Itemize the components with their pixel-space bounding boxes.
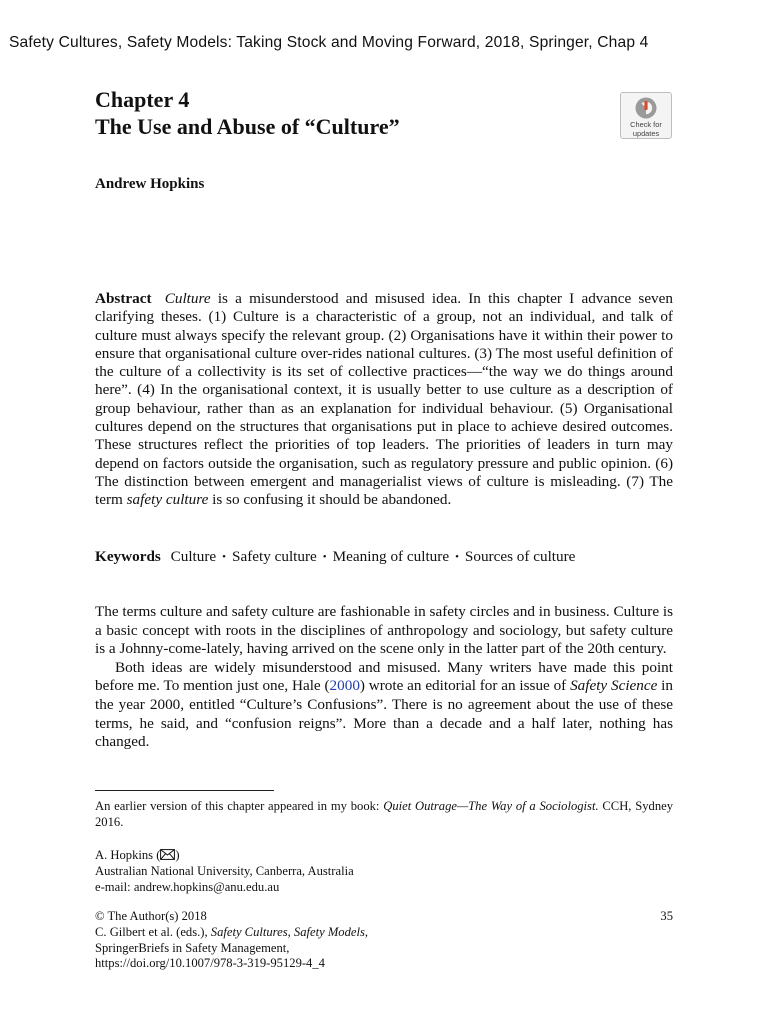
footnote-divider xyxy=(95,790,274,791)
affiliation-name-close: ) xyxy=(175,848,180,862)
mail-icon xyxy=(160,849,175,860)
footnote-book-title: Quiet Outrage—The Way of a Sociologist. xyxy=(383,799,599,813)
author-affiliation xyxy=(95,848,515,895)
footnote-text-2: CCH, Sydney 2016. xyxy=(95,799,673,829)
abstract-text-2: is so confusing it should be abandoned. xyxy=(208,491,452,509)
paragraph-2-text-1: Both ideas are widely misunderstood and misused. Many writers have made this point before me. To mention just one, Hale ( xyxy=(95,658,673,695)
doi-line: https://doi.org/10.1007/978-3-319-95129-4_4 xyxy=(95,956,325,971)
abstract-text-1: is a misunderstood and misused idea. In this chapter I advance seven clarifying theses. (1) Culture is a characteristic of a group, not an individual, and talk of culture must always specify the relevant group. (2) Organisations have it within their power to ensure that organisational culture over-rides national cultures. (3) The most useful definition of the culture of a collectivity is its set of collective practices—“the way we do things around here”. (4) In the organisational context, it is usually better to use culture as a description of group behaviour, rather than as an explanation for individual behaviour. (5) Organisational cultures depend on the structures that organisations put in place to achieve desired outcomes. These structures reflect the priorities of top leaders. The priorities of leaders in turn may depend on factors outside the organisation, such as regulatory pressure and public opinion. (6) The distinction between emergent and managerialist views of culture is misleading. (7) The term xyxy=(95,290,673,509)
abstract-lead-term: Culture xyxy=(164,290,211,307)
body-paragraph-1: The terms culture and safety culture are fashionable in safety circles and in business. Culture is a basic concept with roots in the disciplines of anthropology and sociology, but safety culture is a Johnny-come-lately, having arrived on the scene only in the latter part of the 20th century. xyxy=(95,603,673,658)
editors-line-end: , xyxy=(364,924,369,939)
keyword-item: Meaning of culture xyxy=(332,548,450,565)
chapter-title: The Use and Abuse of “Culture” xyxy=(95,114,400,139)
book-title: Safety Cultures, Safety Models xyxy=(210,924,365,939)
editors-text: C. Gilbert et al. (eds.), xyxy=(95,924,211,939)
paragraph-2-text-2: ) wrote an editorial for an issue of xyxy=(359,677,571,695)
keywords xyxy=(95,548,695,567)
copyright-line: © The Author(s) 2018 xyxy=(95,909,207,923)
keyword-item: Sources of culture xyxy=(464,548,576,565)
keyword-item: Culture xyxy=(170,548,217,565)
body-paragraph-2 xyxy=(95,659,673,752)
affiliation-name: A. Hopkins ( xyxy=(95,848,161,862)
publication-info xyxy=(95,909,515,972)
citation-link-hale-2000[interactable]: 2000 xyxy=(329,677,360,695)
keyword-item: Safety culture xyxy=(232,548,317,565)
body-text xyxy=(95,603,673,752)
paragraph-2-text-3: in the year 2000, entitled “Culture’s Confusions”. There is no agreement about the use of these terms, he said, and “confusion reigns”. More than a decade and a half later, nothing has changed. xyxy=(95,677,673,751)
page-number: 35 xyxy=(660,909,673,923)
check-for-updates-icon xyxy=(634,96,658,120)
author-name: Andrew Hopkins xyxy=(95,176,205,192)
journal-name: Safety Science xyxy=(570,677,658,695)
abstract xyxy=(95,290,673,510)
abstract-label: Abstract xyxy=(95,290,152,307)
badge-label-line1: Check for xyxy=(630,120,662,129)
footnote-text-1: An earlier version of this chapter appeared in my book: xyxy=(95,799,384,813)
abstract-italic-term: safety culture xyxy=(126,491,209,509)
badge-label-line2: updates xyxy=(632,129,660,138)
footnote xyxy=(95,798,673,830)
running-header: Safety Cultures, Safety Models: Taking Stock and Moving Forward, 2018, Springer, Chap 4 xyxy=(9,34,649,51)
series-line: SpringerBriefs in Safety Management, xyxy=(95,940,290,955)
keyword-separator: • xyxy=(222,551,227,563)
affiliation-name-line xyxy=(95,848,515,864)
affiliation-email: e-mail: andrew.hopkins@anu.edu.au xyxy=(95,879,280,894)
keyword-separator: • xyxy=(322,551,327,563)
check-for-updates-badge[interactable] xyxy=(620,92,672,139)
affiliation-institution: Australian National University, Canberra, Australia xyxy=(95,863,354,878)
keywords-label: Keywords xyxy=(95,548,161,565)
chapter-number: Chapter 4 xyxy=(95,87,190,112)
editors-line xyxy=(95,925,515,941)
keyword-separator: • xyxy=(455,551,459,563)
